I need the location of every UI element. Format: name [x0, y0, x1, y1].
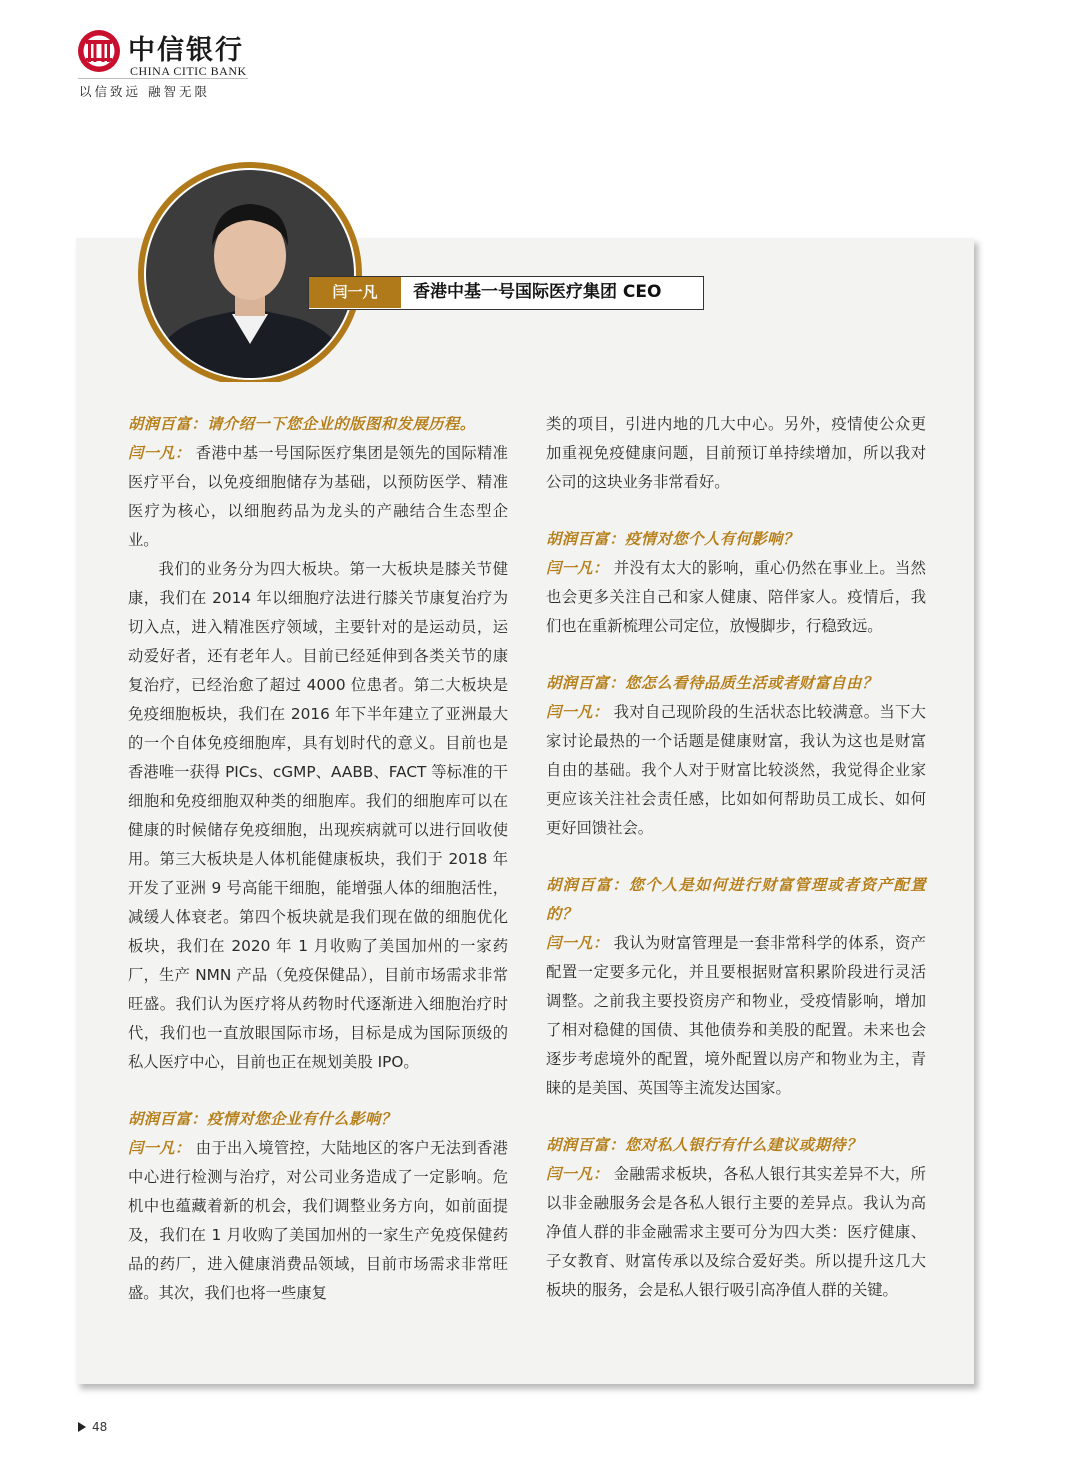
answer: [546, 1160, 926, 1305]
interviewee-label: 闫一凡：: [546, 559, 609, 577]
name-tag: [308, 276, 704, 310]
answer: [546, 698, 926, 843]
answer-text: 并没有太大的影响，重心仍然在事业上。当然也会更多关注自己和家人健康、陪伴家人。疫情后，我们也在重新梳理公司定位，放慢脚步，行稳致远。: [546, 559, 926, 635]
answer: [128, 1134, 508, 1308]
question-text: 疫情对您企业有什么影响？: [207, 1110, 397, 1128]
portrait-photo: [134, 158, 366, 382]
interviewer-label: 胡润百富：: [546, 674, 625, 692]
interviewee-label: 闫一凡：: [128, 444, 191, 462]
answer-continuation: 类的项目，引进内地的几大中心。另外，疫情使公众更加重视免疫健康问题，目前预订单持续增加，所以我对公司的这块业务非常看好。: [546, 415, 926, 491]
interviewer-label: 胡润百富：: [128, 1110, 207, 1128]
page-number-text: 48: [92, 1420, 108, 1434]
interviewee-name: 闫一凡: [309, 277, 401, 308]
interviewee-label: 闫一凡：: [546, 703, 609, 721]
answer: [128, 439, 508, 555]
interviewee-title: 香港中基一号国际医疗集团 CEO: [413, 282, 662, 302]
question: [128, 410, 508, 439]
article-column-right: [546, 410, 926, 1305]
logo-divider: [78, 78, 248, 79]
brand-slogan: 以信致远 融智无限: [79, 84, 210, 99]
question: [546, 1131, 926, 1160]
answer-text: 我认为财富管理是一套非常科学的体系，资产配置一定要多元化，并且要根据财富积累阶段进行灵活调整。之前我主要投资房产和物业，受疫情影响，增加了相对稳健的国债、其他债券和美股的配置。未来也会逐步考虑境外的配置，境外配置以房产和物业为主，青睐的是美国、英国等主流发达国家。: [546, 934, 926, 1097]
answer: [546, 929, 926, 1103]
answer-text: 香港中基一号国际医疗集团是领先的国际精准医疗平台，以免疫细胞储存为基础，以预防医学、精准医疗为核心，以细胞药品为龙头的产融结合生态型企业。: [128, 444, 508, 549]
question-text: 您对私人银行有什么建议或期待？: [625, 1136, 862, 1154]
citic-bank-logo: [76, 26, 266, 98]
interviewee-label: 闫一凡：: [546, 934, 609, 952]
answer-text: 金融需求板块，各私人银行其实差异不大，所以非金融服务会是各私人银行主要的差异点。我认为高净值人群的非金融需求主要可分为四大类：医疗健康、子女教育、财富传承以及综合爱好类。所以提升这几大板块的服务，会是私人银行吸引高净值人群的关键。: [546, 1165, 926, 1299]
interviewer-label: 胡润百富：: [546, 876, 629, 894]
answer-text: 由于出入境管控，大陆地区的客户无法到香港中心进行检测与治疗，对公司业务造成了一定影响。危机中也蕴藏着新的机会，我们调整业务方向，如前面提及，我们在 1 月收购了美国加州的一家生产免疫保健药品的药厂，进入健康消费品领域，目前市场需求非常旺盛。其次，我们也将一些康复: [128, 1139, 508, 1302]
interviewer-label: 胡润百富：: [128, 415, 207, 433]
answer: [546, 554, 926, 641]
question: [546, 669, 926, 698]
page-number: [78, 1420, 107, 1434]
question-text: 您怎么看待品质生活或者财富自由？: [625, 674, 878, 692]
answer-text: 我对自己现阶段的生活状态比较满意。当下大家讨论最热的一个话题是健康财富，我认为这也是财富自由的基础。我个人对于财富比较淡然，我觉得企业家更应该关注社会责任感，比如如何帮助员工成长、如何更好回馈社会。: [546, 703, 926, 837]
question-text: 请介绍一下您企业的版图和发展历程。: [207, 415, 476, 433]
interviewer-label: 胡润百富：: [546, 530, 625, 548]
question-text: 疫情对您个人有何影响？: [625, 530, 799, 548]
citic-emblem-icon: [76, 28, 122, 74]
question: [546, 871, 926, 929]
interviewer-label: 胡润百富：: [546, 1136, 625, 1154]
brand-name-cn: 中信银行: [128, 35, 244, 66]
interviewee-label: 闫一凡：: [128, 1139, 191, 1157]
question: [128, 1105, 508, 1134]
question-text: 您个人是如何进行财富管理或者资产配置的？: [546, 876, 926, 923]
article-column-left: [128, 410, 508, 1308]
answer-paragraph: 我们的业务分为四大板块。第一大板块是膝关节健康，我们在 2014 年以细胞疗法进行膝关节康复治疗为切入点，进入精准医疗领域，主要针对的是运动员，运动爱好者，还有老年人。目前已经延伸到各类关节的康复治疗，已经治愈了超过 4000 位患者。第二大板块是免疫细胞板块，我们在 2016 年下半年建立了亚洲最大的一个自体免疫细胞库，具有划时代的意义。目前也是香港唯一获得 PICs、cGMP、AABB、FACT 等标准的干细胞和免疫细胞双种类的细胞库。我们的细胞库可以在健康的时候储存免疫细胞，出现疾病就可以进行回收使用。第三大板块是人体机能健康板块，我们于 2018 年开发了亚洲 9 号高能干细胞，能增强人体的细胞活性，减缓人体衰老。第四个板块就是我们现在做的细胞优化板块，我们在 2020 年 1 月收购了美国加州的一家药厂，生产 NMN 产品（免疫保健品），目前市场需求非常旺盛。我们认为医疗将从药物时代逐渐进入细胞治疗时代，我们也一直放眼国际市场，目标是成为国际顶级的私人医疗中心，目前也正在规划美股 IPO。: [128, 560, 508, 1071]
page-arrow-icon: [78, 1422, 86, 1432]
interviewee-label: 闫一凡：: [546, 1165, 609, 1183]
question: [546, 525, 926, 554]
brand-name-en: CHINA CITIC BANK: [130, 64, 247, 78]
